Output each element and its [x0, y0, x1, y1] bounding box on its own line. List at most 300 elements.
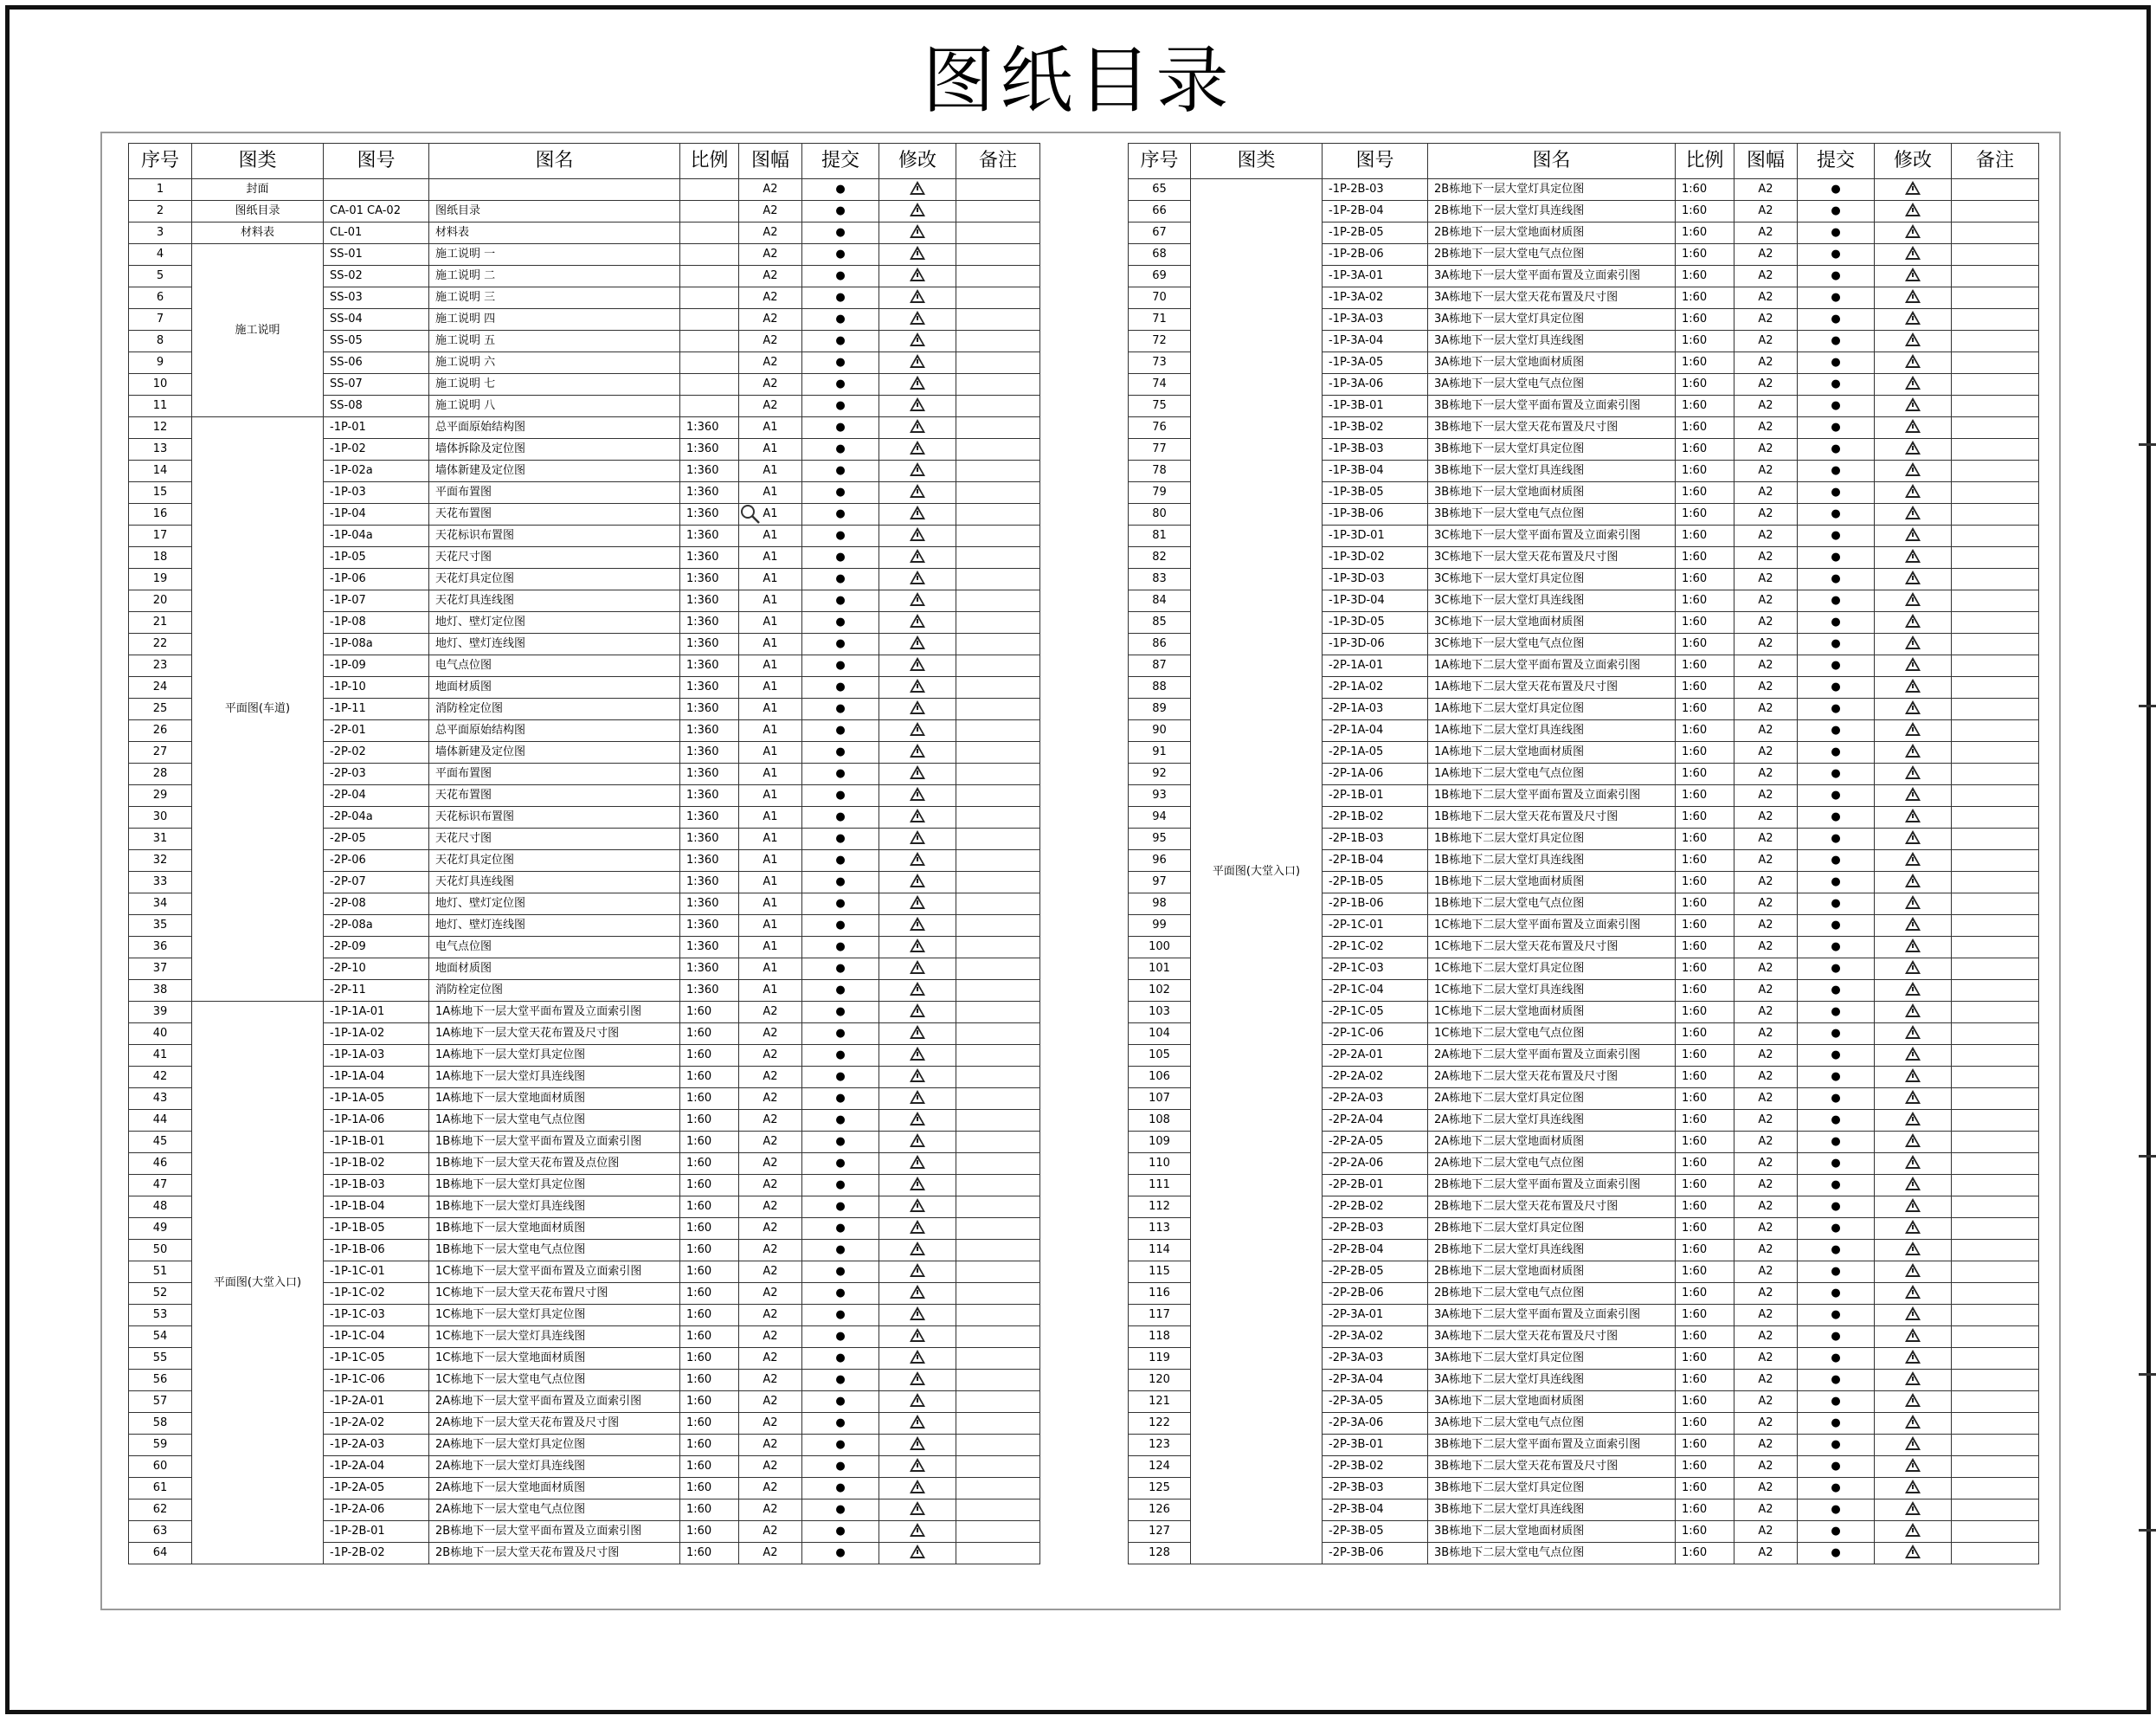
warning-triangle-icon	[1905, 203, 1921, 216]
row-scale: 1:60	[1676, 1478, 1734, 1499]
row-drawing-no: -1P-1B-03	[324, 1175, 429, 1196]
row-scale	[680, 309, 739, 331]
row-remarks	[1952, 223, 2039, 244]
revision-triangle-icon	[1875, 1023, 1952, 1045]
submitted-dot-icon: ●	[802, 958, 879, 980]
row-index: 2	[129, 201, 192, 223]
row-sheet-size: A2	[1734, 1110, 1798, 1132]
row-remarks	[956, 699, 1040, 720]
row-remarks	[956, 1218, 1040, 1240]
row-sheet-size: A2	[739, 1370, 802, 1391]
row-drawing-name: 消防栓定位图	[429, 699, 680, 720]
row-sheet-size: A2	[1734, 1370, 1798, 1391]
row-index: 102	[1129, 980, 1191, 1002]
revision-triangle-icon	[879, 331, 956, 352]
revision-triangle-icon	[879, 309, 956, 331]
revision-triangle-icon	[879, 179, 956, 201]
col-header-drawing-no: 图号	[324, 144, 429, 179]
row-scale: 1:60	[680, 1478, 739, 1499]
warning-triangle-icon	[910, 1350, 925, 1364]
revision-triangle-icon	[1875, 1067, 1952, 1088]
submitted-dot-icon: ●	[1798, 287, 1875, 309]
row-drawing-no: -1P-1A-06	[324, 1110, 429, 1132]
revision-triangle-icon	[879, 1023, 956, 1045]
submitted-dot-icon: ●	[802, 1478, 879, 1499]
table-row[interactable]	[129, 201, 1040, 223]
row-index: 45	[129, 1132, 192, 1153]
submitted-dot-icon: ●	[1798, 1088, 1875, 1110]
warning-triangle-icon	[1905, 982, 1921, 996]
row-drawing-no: -2P-3B-04	[1323, 1499, 1428, 1521]
row-sheet-size: A2	[739, 179, 802, 201]
warning-triangle-icon	[910, 592, 925, 606]
row-index: 26	[129, 720, 192, 742]
col-header-revised: 修改	[879, 144, 956, 179]
row-remarks	[1952, 785, 2039, 807]
row-sheet-size: A1	[739, 937, 802, 958]
submitted-dot-icon: ●	[1798, 547, 1875, 569]
row-drawing-name: 3A栋地下二层大堂灯具连线图	[1428, 1370, 1676, 1391]
warning-triangle-icon	[910, 874, 925, 887]
row-remarks	[956, 526, 1040, 547]
submitted-dot-icon: ●	[1798, 677, 1875, 699]
row-sheet-size: A2	[1734, 958, 1798, 980]
submitted-dot-icon: ●	[1798, 569, 1875, 590]
row-sheet-size: A2	[739, 1132, 802, 1153]
revision-triangle-icon	[1875, 1499, 1952, 1521]
revision-triangle-icon	[879, 612, 956, 634]
row-scale: 1:360	[680, 958, 739, 980]
row-remarks	[1952, 764, 2039, 785]
row-sheet-size: A2	[739, 1045, 802, 1067]
col-header-scale: 比例	[680, 144, 739, 179]
warning-triangle-icon	[1905, 1350, 1921, 1364]
row-sheet-size: A2	[1734, 1543, 1798, 1564]
row-scale: 1:60	[1676, 1196, 1734, 1218]
submitted-dot-icon: ●	[802, 201, 879, 223]
row-scale: 1:60	[1676, 807, 1734, 829]
row-drawing-no: CA-01 CA-02	[324, 201, 429, 223]
row-drawing-no: -2P-02	[324, 742, 429, 764]
row-index: 126	[1129, 1499, 1191, 1521]
revision-triangle-icon	[879, 1305, 956, 1326]
table-row[interactable]	[129, 223, 1040, 244]
row-sheet-size: A2	[1734, 1240, 1798, 1261]
warning-triangle-icon	[910, 787, 925, 801]
warning-triangle-icon	[910, 1458, 925, 1472]
row-remarks	[1952, 958, 2039, 980]
warning-triangle-icon	[1905, 679, 1921, 693]
row-drawing-name: 天花标识布置图	[429, 526, 680, 547]
row-remarks	[956, 504, 1040, 526]
submitted-dot-icon: ●	[802, 872, 879, 893]
row-index: 28	[129, 764, 192, 785]
row-scale: 1:360	[680, 677, 739, 699]
revision-triangle-icon	[1875, 309, 1952, 331]
row-sheet-size: A2	[1734, 244, 1798, 266]
row-remarks	[1952, 526, 2039, 547]
row-drawing-name: 地灯、壁灯连线图	[429, 915, 680, 937]
row-remarks	[956, 266, 1040, 287]
warning-triangle-icon	[1905, 1198, 1921, 1212]
col-header-drawing-name: 图名	[1428, 144, 1676, 179]
table-row[interactable]	[129, 417, 1040, 439]
row-index: 66	[1129, 201, 1191, 223]
row-index: 57	[129, 1391, 192, 1413]
warning-triangle-icon	[1905, 1285, 1921, 1299]
row-index: 6	[129, 287, 192, 309]
submitted-dot-icon: ●	[802, 699, 879, 720]
row-drawing-name: 材料表	[429, 223, 680, 244]
row-sheet-size: A2	[1734, 807, 1798, 829]
row-remarks	[956, 1521, 1040, 1543]
row-remarks	[956, 482, 1040, 504]
row-scale	[680, 374, 739, 396]
row-scale: 1:60	[1676, 547, 1734, 569]
row-drawing-no: -1P-08a	[324, 634, 429, 655]
row-drawing-name: 3B栋地下一层大堂灯具连线图	[1428, 461, 1676, 482]
row-scale: 1:360	[680, 547, 739, 569]
revision-triangle-icon	[1875, 1218, 1952, 1240]
warning-triangle-icon	[910, 441, 925, 455]
page-title: 图纸目录	[922, 38, 1234, 123]
submitted-dot-icon: ●	[1798, 331, 1875, 352]
submitted-dot-icon: ●	[802, 807, 879, 829]
row-drawing-no: -2P-2A-06	[1323, 1153, 1428, 1175]
table-row[interactable]	[1129, 179, 2039, 201]
row-remarks	[1952, 720, 2039, 742]
row-drawing-name: 1C栋地下二层大堂灯具连线图	[1428, 980, 1676, 1002]
row-sheet-size: A2	[739, 1153, 802, 1175]
revision-triangle-icon	[1875, 612, 1952, 634]
row-drawing-name: 2A栋地下二层大堂灯具连线图	[1428, 1110, 1676, 1132]
row-scale: 1:60	[680, 1521, 739, 1543]
row-sheet-size: A2	[739, 396, 802, 417]
row-drawing-no: -1P-3A-03	[1323, 309, 1428, 331]
row-sheet-size: A2	[739, 309, 802, 331]
row-drawing-no: -2P-3A-02	[1323, 1326, 1428, 1348]
row-drawing-no: -1P-2B-03	[1323, 179, 1428, 201]
warning-triangle-icon	[1905, 1263, 1921, 1277]
row-drawing-no: -2P-3A-03	[1323, 1348, 1428, 1370]
row-scale: 1:60	[1676, 1045, 1734, 1067]
row-remarks	[1952, 331, 2039, 352]
row-scale: 1:60	[1676, 937, 1734, 958]
revision-triangle-icon	[1875, 569, 1952, 590]
row-sheet-size: A2	[1734, 1435, 1798, 1456]
row-index: 54	[129, 1326, 192, 1348]
revision-triangle-icon	[1875, 1348, 1952, 1370]
row-sheet-size: A2	[739, 374, 802, 396]
revision-triangle-icon	[1875, 374, 1952, 396]
row-remarks	[956, 1456, 1040, 1478]
submitted-dot-icon: ●	[1798, 785, 1875, 807]
warning-triangle-icon	[910, 938, 925, 952]
row-index: 25	[129, 699, 192, 720]
row-index: 39	[129, 1002, 192, 1023]
revision-triangle-icon	[1875, 655, 1952, 677]
table-row[interactable]	[129, 1002, 1040, 1023]
row-remarks	[1952, 1499, 2039, 1521]
warning-triangle-icon	[910, 419, 925, 433]
warning-triangle-icon	[910, 1263, 925, 1277]
row-drawing-name: 3B栋地下一层大堂天花布置及尺寸图	[1428, 417, 1676, 439]
row-scale: 1:60	[680, 1218, 739, 1240]
row-remarks	[956, 1045, 1040, 1067]
row-drawing-no: -1P-1B-01	[324, 1132, 429, 1153]
row-remarks	[1952, 980, 2039, 1002]
col-header-index: 序号	[129, 144, 192, 179]
table-row[interactable]	[129, 179, 1040, 201]
warning-triangle-icon	[1905, 1220, 1921, 1234]
row-remarks	[1952, 1023, 2039, 1045]
revision-triangle-icon	[1875, 417, 1952, 439]
row-index: 49	[129, 1218, 192, 1240]
row-index: 62	[129, 1499, 192, 1521]
row-scale: 1:60	[1676, 699, 1734, 720]
submitted-dot-icon: ●	[802, 893, 879, 915]
submitted-dot-icon: ●	[802, 850, 879, 872]
row-scale: 1:360	[680, 590, 739, 612]
row-index: 87	[1129, 655, 1191, 677]
row-sheet-size: A2	[1734, 634, 1798, 655]
row-sheet-size: A2	[739, 1088, 802, 1110]
table-header-row	[129, 144, 1040, 179]
revision-triangle-icon	[1875, 547, 1952, 569]
row-drawing-name: 1A栋地下二层大堂平面布置及立面索引图	[1428, 655, 1676, 677]
revision-triangle-icon	[879, 569, 956, 590]
revision-triangle-icon	[1875, 742, 1952, 764]
submitted-dot-icon: ●	[1798, 352, 1875, 374]
row-drawing-name: 施工说明 四	[429, 309, 680, 331]
row-drawing-name: 3C栋地下一层大堂天花布置及尺寸图	[1428, 547, 1676, 569]
row-scale: 1:360	[680, 720, 739, 742]
row-index: 42	[129, 1067, 192, 1088]
warning-triangle-icon	[910, 1545, 925, 1558]
row-scale: 1:60	[1676, 655, 1734, 677]
submitted-dot-icon: ●	[1798, 634, 1875, 655]
submitted-dot-icon: ●	[802, 1067, 879, 1088]
row-drawing-no: SS-01	[324, 244, 429, 266]
row-drawing-no: -2P-3B-02	[1323, 1456, 1428, 1478]
submitted-dot-icon: ●	[1798, 179, 1875, 201]
col-header-category: 图类	[192, 144, 324, 179]
submitted-dot-icon: ●	[802, 1261, 879, 1283]
row-drawing-name: 1C栋地下二层大堂电气点位图	[1428, 1023, 1676, 1045]
warning-triangle-icon	[1905, 1090, 1921, 1104]
row-sheet-size: A2	[1734, 1153, 1798, 1175]
row-drawing-no: -2P-05	[324, 829, 429, 850]
row-remarks	[956, 893, 1040, 915]
row-drawing-no: -2P-1B-06	[1323, 893, 1428, 915]
revision-triangle-icon	[1875, 1521, 1952, 1543]
revision-triangle-icon	[879, 1002, 956, 1023]
row-drawing-name: 2B栋地下二层大堂地面材质图	[1428, 1261, 1676, 1283]
row-scale: 1:60	[1676, 482, 1734, 504]
row-remarks	[956, 785, 1040, 807]
row-sheet-size: A2	[1734, 742, 1798, 764]
revision-triangle-icon	[879, 1456, 956, 1478]
warning-triangle-icon	[1905, 1545, 1921, 1558]
row-index: 47	[129, 1175, 192, 1196]
warning-triangle-icon	[910, 397, 925, 411]
row-sheet-size: A2	[1734, 461, 1798, 482]
row-remarks	[1952, 1132, 2039, 1153]
row-drawing-name: 总平面原始结构图	[429, 417, 680, 439]
row-scale: 1:60	[1676, 850, 1734, 872]
row-scale: 1:60	[680, 1067, 739, 1088]
row-drawing-name: 3B栋地下二层大堂电气点位图	[1428, 1543, 1676, 1564]
row-index: 37	[129, 958, 192, 980]
submitted-dot-icon: ●	[802, 287, 879, 309]
warning-triangle-icon	[1905, 181, 1921, 195]
submitted-dot-icon: ●	[1798, 1132, 1875, 1153]
warning-triangle-icon	[910, 960, 925, 974]
row-drawing-name: 1C栋地下一层大堂平面布置及立面索引图	[429, 1261, 680, 1283]
submitted-dot-icon: ●	[1798, 872, 1875, 893]
warning-triangle-icon	[910, 1198, 925, 1212]
row-drawing-no: -2P-2A-04	[1323, 1110, 1428, 1132]
row-index: 52	[129, 1283, 192, 1305]
row-sheet-size: A1	[739, 590, 802, 612]
warning-triangle-icon	[910, 657, 925, 671]
revision-triangle-icon	[879, 417, 956, 439]
row-scale: 1:60	[680, 1045, 739, 1067]
row-remarks	[1952, 1088, 2039, 1110]
row-scale: 1:60	[1676, 1067, 1734, 1088]
row-sheet-size: A2	[739, 1110, 802, 1132]
row-scale: 1:360	[680, 526, 739, 547]
revision-triangle-icon	[1875, 1391, 1952, 1413]
row-remarks	[1952, 655, 2039, 677]
row-sheet-size: A2	[739, 1023, 802, 1045]
row-drawing-name: 1B栋地下一层大堂灯具连线图	[429, 1196, 680, 1218]
warning-triangle-icon	[910, 224, 925, 238]
row-sheet-size: A2	[1734, 1023, 1798, 1045]
row-drawing-no: -2P-3A-01	[1323, 1305, 1428, 1326]
row-drawing-no: -1P-11	[324, 699, 429, 720]
row-sheet-size: A2	[739, 201, 802, 223]
row-drawing-no: -1P-2B-02	[324, 1543, 429, 1564]
magnifier-icon[interactable]	[739, 503, 762, 526]
row-remarks	[956, 1499, 1040, 1521]
row-sheet-size: A2	[1734, 374, 1798, 396]
row-scale: 1:360	[680, 829, 739, 850]
row-drawing-no: -2P-2A-05	[1323, 1132, 1428, 1153]
row-remarks	[956, 1543, 1040, 1564]
row-scale: 1:60	[1676, 1283, 1734, 1305]
row-category: 封面	[192, 179, 324, 201]
row-remarks	[956, 569, 1040, 590]
submitted-dot-icon: ●	[1798, 1478, 1875, 1499]
row-index: 44	[129, 1110, 192, 1132]
row-drawing-no: -1P-1A-04	[324, 1067, 429, 1088]
warning-triangle-icon	[1905, 722, 1921, 736]
warning-triangle-icon	[910, 376, 925, 390]
row-sheet-size: A2	[1734, 677, 1798, 699]
row-drawing-no: SS-07	[324, 374, 429, 396]
row-sheet-size: A2	[1734, 569, 1798, 590]
row-drawing-name: 天花灯具连线图	[429, 590, 680, 612]
row-scale: 1:360	[680, 504, 739, 526]
row-index: 112	[1129, 1196, 1191, 1218]
submitted-dot-icon: ●	[1798, 699, 1875, 720]
row-drawing-no: -1P-2B-06	[1323, 244, 1428, 266]
revision-triangle-icon	[879, 1348, 956, 1370]
table-row[interactable]	[129, 244, 1040, 266]
row-scale	[680, 244, 739, 266]
row-scale: 1:60	[1676, 287, 1734, 309]
revision-triangle-icon	[879, 396, 956, 417]
col-header-submitted: 提交	[1798, 144, 1875, 179]
row-drawing-no: -2P-1A-02	[1323, 677, 1428, 699]
row-drawing-name: 2B栋地下一层大堂电气点位图	[1428, 244, 1676, 266]
row-index: 1	[129, 179, 192, 201]
row-remarks	[956, 958, 1040, 980]
row-remarks	[956, 179, 1040, 201]
row-drawing-name: 1C栋地下二层大堂天花布置及尺寸图	[1428, 937, 1676, 958]
row-index: 61	[129, 1478, 192, 1499]
row-sheet-size: A1	[739, 915, 802, 937]
row-index: 50	[129, 1240, 192, 1261]
submitted-dot-icon: ●	[1798, 893, 1875, 915]
row-scale: 1:360	[680, 612, 739, 634]
revision-triangle-icon	[879, 699, 956, 720]
row-index: 93	[1129, 785, 1191, 807]
warning-triangle-icon	[910, 1220, 925, 1234]
row-index: 91	[1129, 742, 1191, 764]
row-drawing-no: -2P-3B-03	[1323, 1478, 1428, 1499]
row-drawing-name: 2B栋地下二层大堂平面布置及立面索引图	[1428, 1175, 1676, 1196]
row-index: 127	[1129, 1521, 1191, 1543]
row-drawing-name: 施工说明 六	[429, 352, 680, 374]
row-index: 72	[1129, 331, 1191, 352]
row-scale: 1:60	[1676, 1175, 1734, 1196]
revision-triangle-icon	[879, 893, 956, 915]
row-remarks	[1952, 1391, 2039, 1413]
warning-triangle-icon	[1905, 571, 1921, 584]
row-sheet-size: A2	[1734, 1499, 1798, 1521]
row-remarks	[956, 547, 1040, 569]
warning-triangle-icon	[910, 1112, 925, 1125]
row-drawing-no: -2P-08a	[324, 915, 429, 937]
warning-triangle-icon	[910, 527, 925, 541]
row-scale: 1:60	[1676, 1326, 1734, 1348]
row-sheet-size: A2	[1734, 439, 1798, 461]
submitted-dot-icon: ●	[1798, 1370, 1875, 1391]
revision-triangle-icon	[879, 1435, 956, 1456]
row-drawing-no: -2P-03	[324, 764, 429, 785]
row-remarks	[1952, 1435, 2039, 1456]
row-drawing-no: -1P-3D-05	[1323, 612, 1428, 634]
submitted-dot-icon: ●	[802, 612, 879, 634]
row-drawing-name: 1A栋地下一层大堂灯具连线图	[429, 1067, 680, 1088]
row-drawing-name: 图纸目录	[429, 201, 680, 223]
row-scale: 1:360	[680, 482, 739, 504]
row-drawing-no: -1P-1A-03	[324, 1045, 429, 1067]
row-index: 34	[129, 893, 192, 915]
row-index: 56	[129, 1370, 192, 1391]
row-index: 121	[1129, 1391, 1191, 1413]
row-drawing-no: -1P-1C-05	[324, 1348, 429, 1370]
row-index: 85	[1129, 612, 1191, 634]
row-drawing-name: 平面布置图	[429, 482, 680, 504]
row-scale	[680, 331, 739, 352]
warning-triangle-icon	[1905, 830, 1921, 844]
row-sheet-size: A2	[1734, 937, 1798, 958]
row-sheet-size: A1	[739, 785, 802, 807]
row-remarks	[1952, 742, 2039, 764]
